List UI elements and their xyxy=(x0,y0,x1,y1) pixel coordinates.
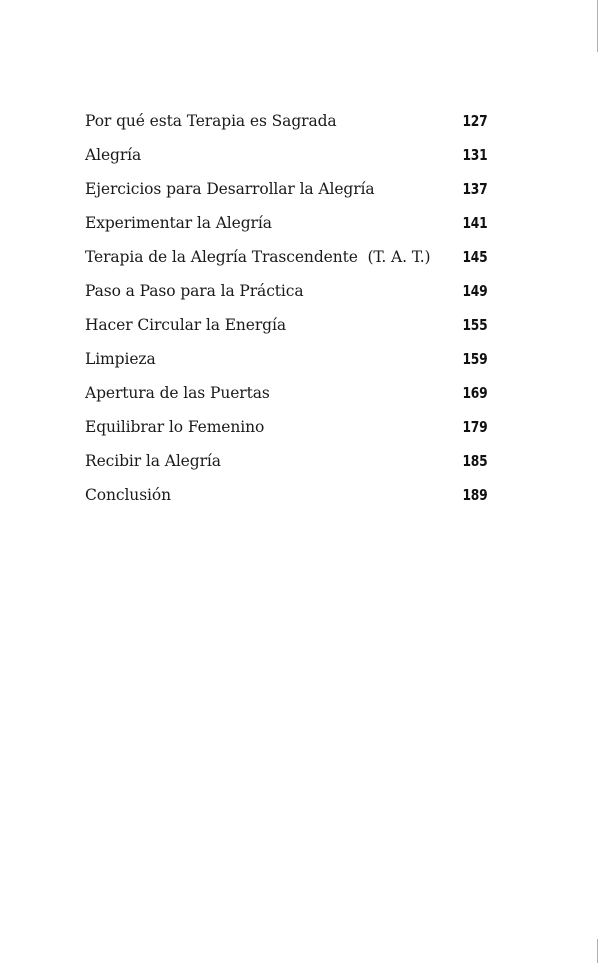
toc-entry-title: Ejercicios para Desarrollar la Alegría xyxy=(85,180,375,198)
toc-entry-title: Limpieza xyxy=(85,350,156,368)
toc-entry-title: Alegría xyxy=(85,146,142,164)
toc-entry[interactable] xyxy=(85,138,487,172)
toc-entry-page-number: 141 xyxy=(462,214,487,232)
table-of-contents xyxy=(85,104,487,512)
toc-entry[interactable] xyxy=(85,410,487,444)
toc-entry-page-number: 149 xyxy=(462,282,487,300)
toc-entry-title: Experimentar la Alegría xyxy=(85,214,272,232)
toc-entry[interactable] xyxy=(85,308,487,342)
toc-entry-page-number: 159 xyxy=(462,350,487,368)
toc-entry[interactable] xyxy=(85,274,487,308)
toc-entry-page-number: 127 xyxy=(462,112,487,130)
toc-entry-title: Hacer Circular la Energía xyxy=(85,316,286,334)
toc-entry-title: Por qué esta Terapia es Sagrada xyxy=(85,112,337,130)
page-edge-mark-top xyxy=(597,0,598,52)
toc-entry-title: Apertura de las Puertas xyxy=(85,384,270,402)
toc-entry-page-number: 145 xyxy=(462,248,487,266)
toc-entry[interactable] xyxy=(85,240,487,274)
toc-entry-page-number: 179 xyxy=(462,418,487,436)
toc-entry-page-number: 185 xyxy=(462,452,487,470)
toc-entry-page-number: 169 xyxy=(462,384,487,402)
toc-entry[interactable] xyxy=(85,104,487,138)
toc-entry[interactable] xyxy=(85,444,487,478)
toc-entry[interactable] xyxy=(85,342,487,376)
page-edge-mark-bottom xyxy=(597,939,598,963)
toc-entry-page-number: 189 xyxy=(462,486,487,504)
toc-entry-page-number: 131 xyxy=(462,146,487,164)
toc-entry-title: Paso a Paso para la Práctica xyxy=(85,282,304,300)
toc-entry-page-number: 137 xyxy=(462,180,487,198)
toc-entry-page-number: 155 xyxy=(462,316,487,334)
toc-entry-title: Equilibrar lo Femenino xyxy=(85,418,265,436)
toc-entry-title: Terapia de la Alegría Trascendente (T. A. T.) xyxy=(85,248,431,266)
toc-entry[interactable] xyxy=(85,376,487,410)
toc-entry-title: Recibir la Alegría xyxy=(85,452,221,470)
toc-entry[interactable] xyxy=(85,206,487,240)
toc-entry[interactable] xyxy=(85,478,487,512)
toc-entry-title: Conclusión xyxy=(85,486,172,504)
toc-entry[interactable] xyxy=(85,172,487,206)
